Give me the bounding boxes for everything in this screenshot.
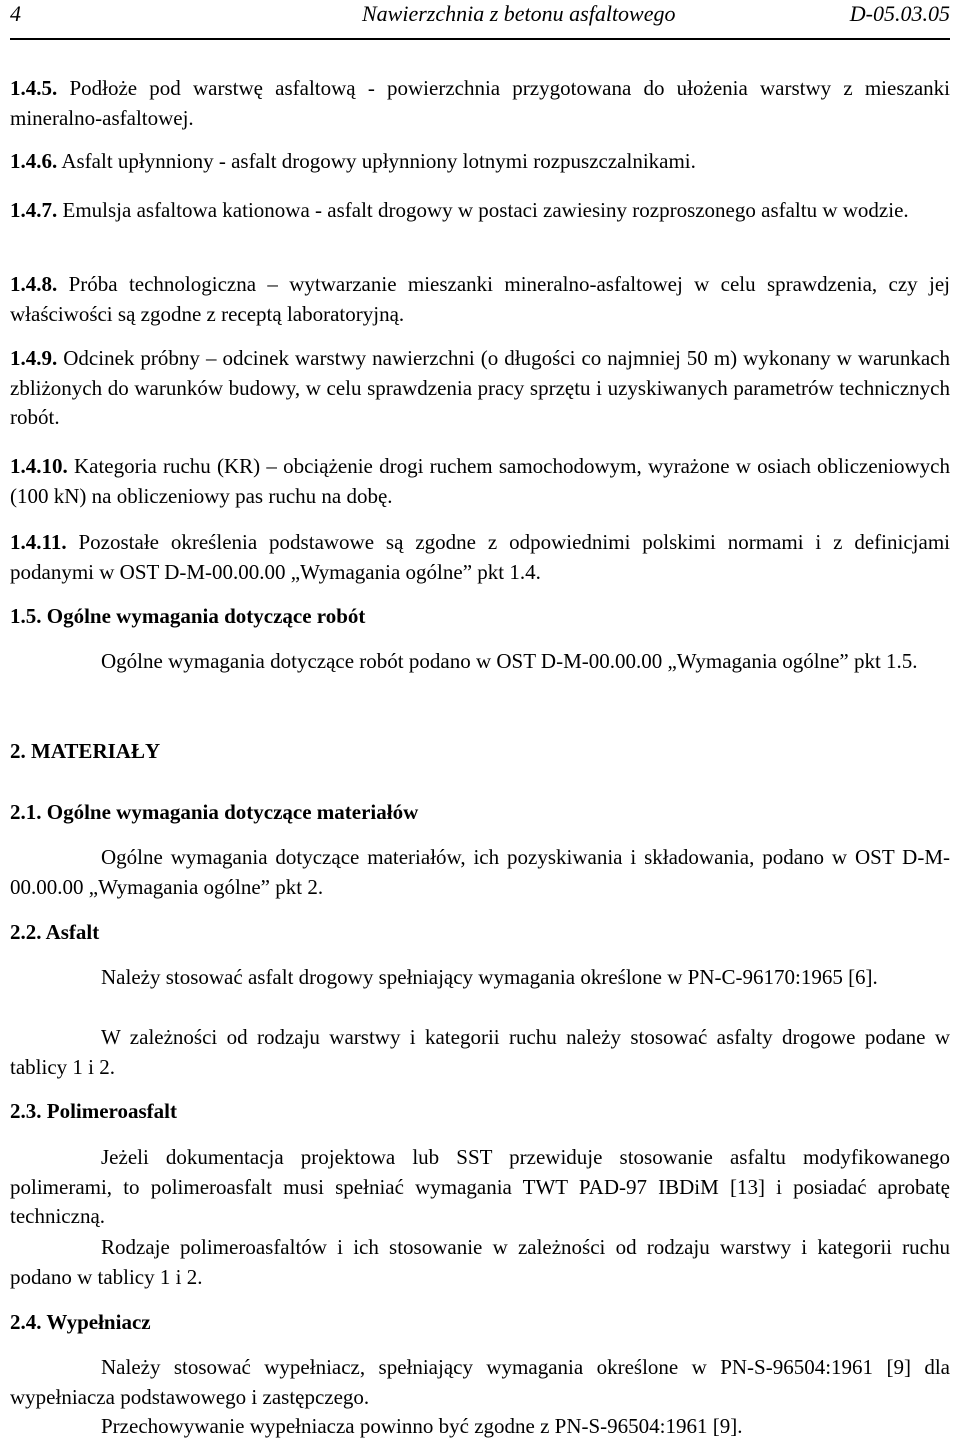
definition-1-4-8: 1.4.8. Próba technologiczna – wytwarzanie mieszanki mineralno-asfaltowej w celu sprawdzenia, czy jej właściwości są zgodne z receptą laboratoryjną. bbox=[10, 272, 950, 326]
section-2-2-text-2: W zależności od rodzaju warstwy i kategorii ruchu należy stosować asfalty drogowe podane w tablicy 1 i 2. bbox=[10, 1025, 950, 1079]
section-2-2-heading: 2.2. Asfalt bbox=[10, 920, 100, 944]
section-1-5-text: Ogólne wymagania dotyczące robót podano w OST D-M-00.00.00 „Wymagania ogólne” pkt 1.5. bbox=[101, 649, 918, 673]
document-title: Nawierzchnia z betonu asfaltowego bbox=[362, 1, 676, 26]
section-2-2-text-1: Należy stosować asfalt drogowy spełniający wymagania określone w PN-C-96170:1965 [6]. bbox=[101, 965, 878, 989]
section-2-3-text-2: Rodzaje polimeroasfaltów i ich stosowanie w zależności od rodzaju warstwy i kategorii ruchu podano w tablicy 1 i 2. bbox=[10, 1235, 950, 1289]
spec-code: D-05.03.05 bbox=[849, 1, 950, 26]
section-1-5-heading: 1.5. Ogólne wymagania dotyczące robót bbox=[10, 604, 366, 628]
definition-1-4-11: 1.4.11. Pozostałe określenia podstawowe są zgodne z odpowiednimi polskimi normami i z definicjami podanymi w OST D-M-00.00.00 „Wymagania ogólne” pkt 1.4. bbox=[10, 530, 950, 584]
section-2-1-heading: 2.1. Ogólne wymagania dotyczące materiałów bbox=[10, 800, 419, 824]
section-2-4-text-1: Należy stosować wypełniacz, spełniający wymagania określone w PN-S-96504:1961 [9] dla wypełniacza podstawowego i zastępczego. bbox=[10, 1355, 950, 1409]
definition-1-4-7: 1.4.7. Emulsja asfaltowa kationowa - asfalt drogowy w postaci zawiesiny rozproszonego asfaltu w wodzie. bbox=[10, 198, 909, 222]
page-header bbox=[10, 0, 950, 40]
section-2-4-heading: 2.4. Wypełniacz bbox=[10, 1310, 151, 1334]
definition-1-4-6: 1.4.6. Asfalt upłynniony - asfalt drogowy upłynniony lotnymi rozpuszczalnikami. bbox=[10, 149, 696, 173]
definition-1-4-5: 1.4.5. Podłoże pod warstwę asfaltową - powierzchnia przygotowana do ułożenia warstwy z mieszanki mineralno-asfaltowej. bbox=[10, 76, 950, 130]
definition-1-4-10: 1.4.10. Kategoria ruchu (KR) – obciążenie drogi ruchem samochodowym, wyrażone w osiach obliczeniowych (100 kN) na obliczeniowy pas ruchu na dobę. bbox=[10, 454, 950, 508]
section-2-3-heading: 2.3. Polimeroasfalt bbox=[10, 1099, 177, 1123]
section-2-1-text: Ogólne wymagania dotyczące materiałów, ich pozyskiwania i składowania, podano w OST D-M-00.00.00 „Wymagania ogólne” pkt 2. bbox=[10, 845, 950, 899]
page-number: 4 bbox=[10, 1, 21, 26]
section-2-4-text-2: Przechowywanie wypełniacza powinno być zgodne z PN-S-96504:1961 [9]. bbox=[101, 1414, 743, 1438]
definition-1-4-9: 1.4.9. Odcinek próbny – odcinek warstwy nawierzchni (o długości co najmniej 50 m) wykonany w warunkach zbliżonych do warunków budowy, w celu sprawdzenia pracy sprzętu i uzyskiwanych parametrów technicznych robót. bbox=[10, 346, 950, 429]
section-2-3-text-1: Jeżeli dokumentacja projektowa lub SST przewiduje stosowanie asfaltu modyfikowanego polimerami, to polimeroasfalt musi spełniać wymagania TWT PAD-97 IBDiM [13] i posiadać aprobatę techniczną. bbox=[10, 1145, 950, 1228]
section-2-heading: 2. MATERIAŁY bbox=[10, 739, 161, 763]
